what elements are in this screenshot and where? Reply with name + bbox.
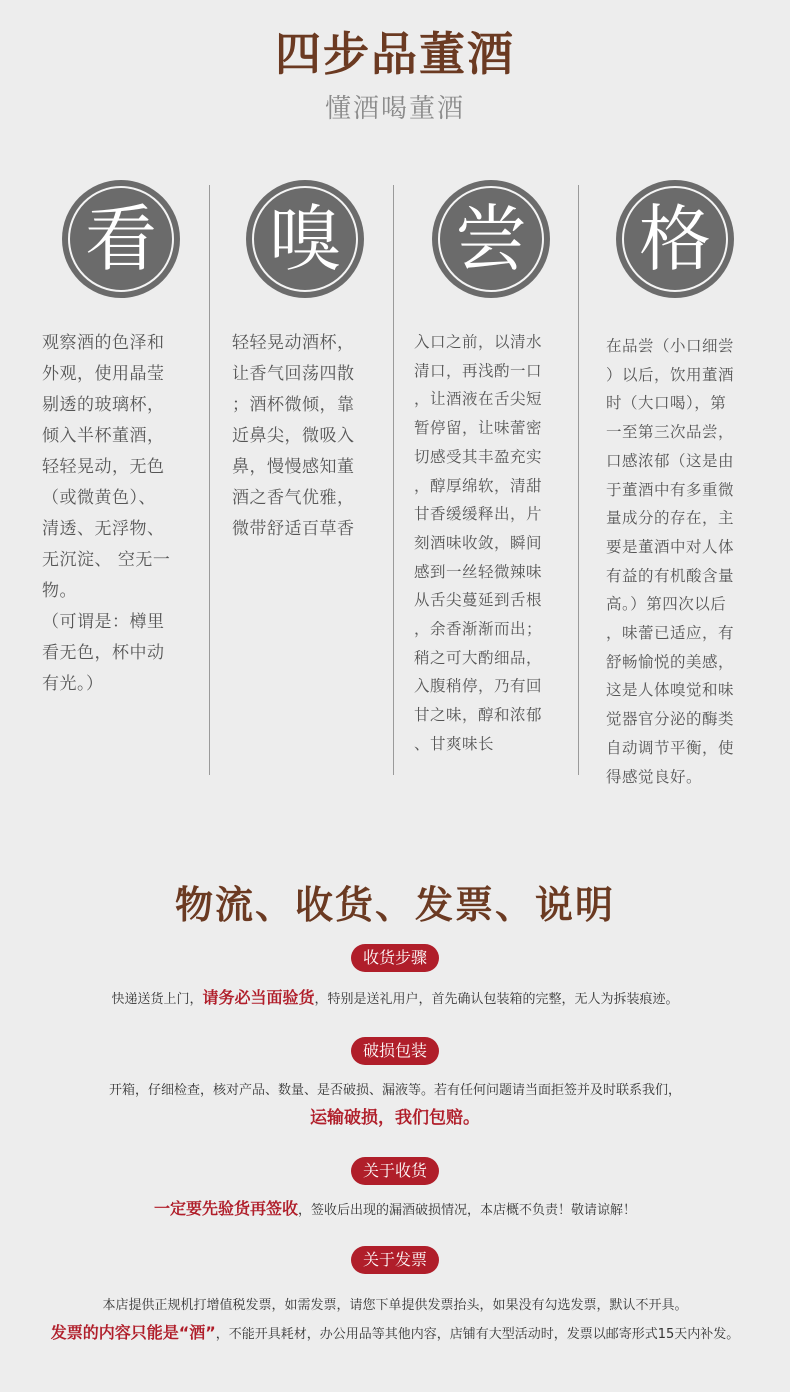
invoice-emphasis-line — [0, 1320, 790, 1343]
step-badge — [62, 180, 180, 298]
step-description: 入口之前，以清水 清口，再浅酌一口 ，让酒液在舌尖短 暂停留，让味蕾密 切感受其丰盈充实 ，醇厚绵软，清甜 甘香缓缓释出，片 刻酒味收敛，瞬间 感到一丝轻微辣味 从舌尖蔓延到舌根 ，余香渐渐而出； 稍之可大酌细品， 入腹稍停，乃有回 甘之味，醇和浓郁 、甘爽味长 — [414, 333, 543, 753]
step-description: 在品尝（小口细尝 ）以后，饮用董酒 时（大口喝），第 一至第三次品尝， 口感浓郁（这是由 于董酒中有多重微 量成分的存在，主 要是董酒中对人体 有益的有机酸含量 高。）第四次以后 ，味蕾已适应，有 舒畅愉悦的美感， 这是人体嗅觉和味 觉器官分泌的酶类 自动调节平衡，使 得感觉良好。 — [606, 337, 735, 786]
page-title: 四步品董酒 — [275, 27, 515, 81]
step-description: 观察酒的色泽和 外观，使用晶莹 剔透的玻璃杯， 倾入半杯董酒， 轻轻晃动，无色 （或微黄色）、 清透、无浮物、 无沉淀、 空无一 物。 （可谓是：樽里 看无色，杯中动 有光。） — [42, 333, 171, 694]
step-description: 轻轻晃动酒杯， 让香气回荡四散 ；酒杯微倾，靠 近鼻尖，微吸入 鼻，慢慢感知董 酒之香气优雅， 微带舒适百草香 — [232, 333, 355, 539]
step-badge — [246, 180, 364, 298]
invoice-emphasis: 发票的内容只能是“酒” — [50, 1323, 216, 1342]
about-invoice-badge: 关于发票 — [351, 1246, 439, 1274]
damage-package-badge: 破损包装 — [351, 1037, 439, 1065]
damage-emphasis: 运输破损，我们包赔。 — [310, 1108, 480, 1128]
damage-emphasis-line — [0, 1103, 790, 1128]
invoice-text: 本店提供正规机打增值税发票，如需发票，请您下单提供发票抬头，如果没有勾选发票，默认不开具。 — [102, 1298, 688, 1313]
step-char: 看 — [68, 186, 174, 292]
receive-pre: 快递送货上门， — [111, 992, 203, 1007]
section-title: 物流、收货、发票、说明 — [174, 883, 615, 927]
step-char: 嗅 — [252, 186, 358, 292]
receive-steps-badge: 收货步骤 — [351, 944, 439, 972]
step-char: 尝 — [438, 186, 544, 292]
page-subtitle: 懂酒喝董酒 — [324, 94, 465, 124]
step-char: 格 — [622, 186, 728, 292]
column-divider — [393, 185, 394, 775]
step-badge — [616, 180, 734, 298]
receive-emphasis: 请务必当面验货 — [202, 988, 315, 1007]
column-divider — [578, 185, 579, 775]
about-receipt-badge: 关于收货 — [351, 1157, 439, 1185]
step-badge — [432, 180, 550, 298]
receipt-text — [0, 1196, 790, 1219]
receive-post: ，特别是送礼用户，首先确认包装箱的完整，无人为拆装痕迹。 — [314, 992, 679, 1007]
damage-text: 开箱，仔细检查，核对产品、数量、是否破损、漏液等。若有任何问题请当面拒签并及时联系我们， — [108, 1083, 681, 1098]
receipt-post: ，签收后出现的漏酒破损情况，本店概不负责！敬请谅解！ — [298, 1203, 637, 1218]
receipt-emphasis: 一定要先验货再签收 — [153, 1199, 298, 1218]
receive-steps-text — [0, 985, 790, 1008]
invoice-post: ，不能开具耗材，办公用品等其他内容，店铺有大型活动时，发票以邮寄形式15天内补发。 — [215, 1327, 740, 1342]
column-divider — [209, 185, 210, 775]
